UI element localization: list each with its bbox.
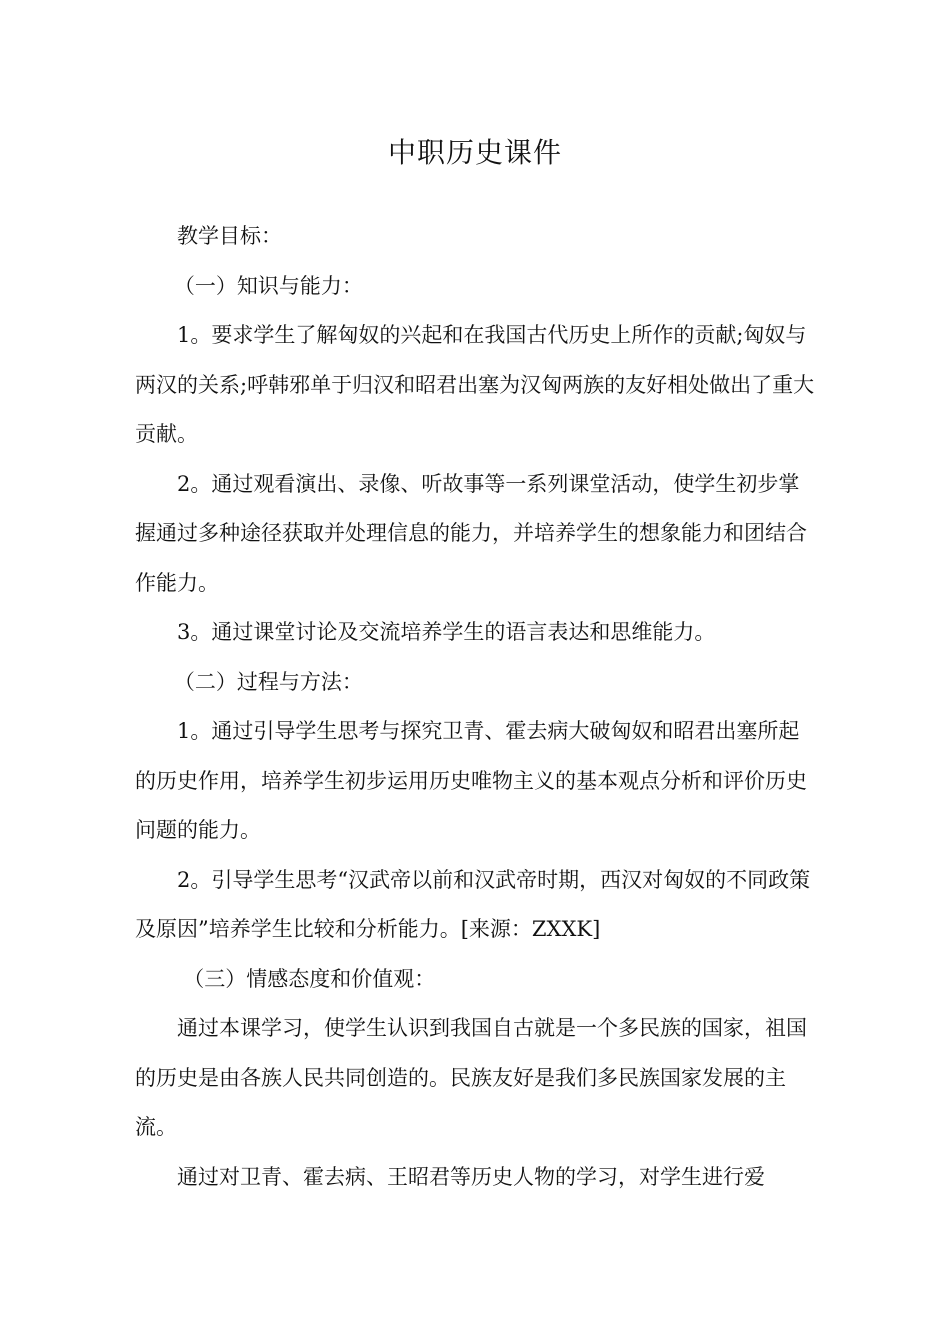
paragraph-emotion-1: 通过本课学习，使学生认识到我国自古就是一个多民族的国家，祖国的历史是由各族人民共同创造的。民族友好是我们多民族国家发展的主流。: [135, 1016, 807, 1139]
paragraph-teaching-objectives: 教学目标：: [177, 224, 282, 248]
paragraph-process-1: 1。通过引导学生思考与探究卫青、霍去病大破匈奴和昭君出塞所起的历史作用，培养学生初步运用历史唯物主义的基本观点分析和评价历史问题的能力。: [135, 719, 807, 842]
section-heading-knowledge-ability: （一）知识与能力：: [173, 273, 363, 298]
document-body: [135, 212, 815, 1202]
paragraph-process-2: 2。引导学生思考“汉武帝以前和汉武帝时期，西汉对匈奴的不同政策及原因”培养学生比较和分析能力。[来源：ZXXK]: [135, 867, 811, 941]
paragraph-knowledge-1: 1。要求学生了解匈奴的兴起和在我国古代历史上所作的贡献;匈奴与两汉的关系;呼韩邪单于归汉和昭君出塞为汉匈两族的友好相处做出了重大贡献。: [135, 323, 815, 446]
section-heading-process-method: （二）过程与方法：: [173, 669, 363, 694]
section-heading-emotion-values: （三）情感态度和价值观：: [183, 966, 436, 991]
paragraph-knowledge-2: 2。通过观看演出、录像、听故事等一系列课堂活动，使学生初步掌握通过多种途径获取并处理信息的能力，并培养学生的想象能力和团结合作能力。: [135, 471, 807, 595]
document-title: 中职历史课件: [387, 136, 562, 169]
paragraph-knowledge-3: 3。通过课堂讨论及交流培养学生的语言表达和思维能力。: [177, 620, 716, 644]
paragraph-emotion-2: 通过对卫青、霍去病、王昭君等历史人物的学习，对学生进行爱: [177, 1164, 765, 1189]
